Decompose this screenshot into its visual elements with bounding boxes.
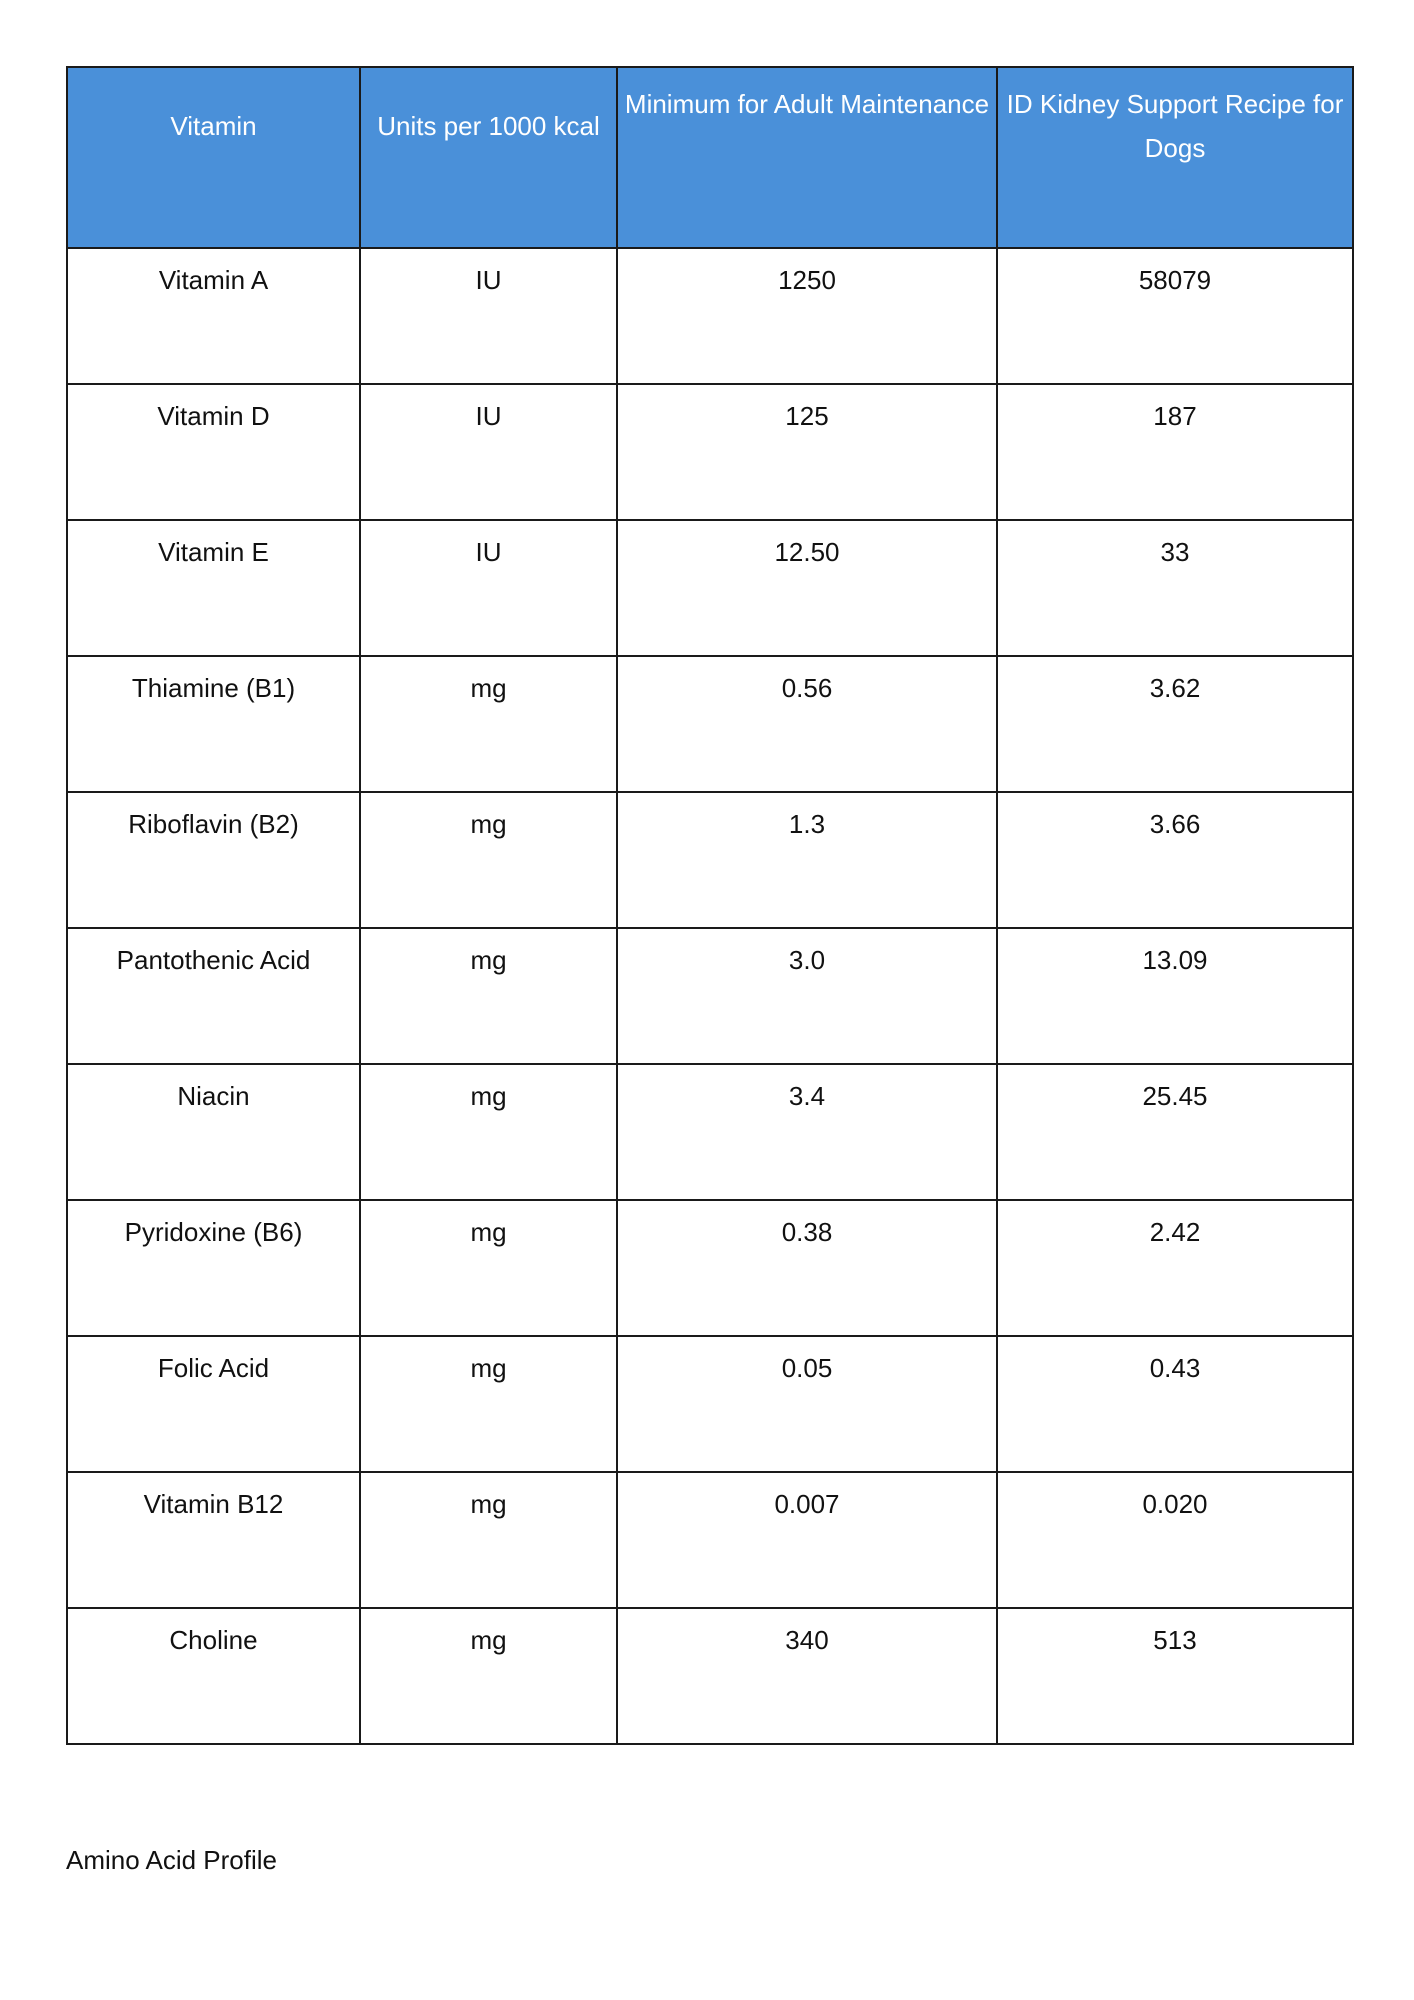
table-row (67, 1472, 1353, 1608)
table-body (67, 248, 1353, 1744)
vitamin-name-cell: Vitamin E (67, 520, 360, 656)
recipe-value-cell: 513 (997, 1608, 1353, 1744)
units-cell: mg (360, 1200, 617, 1336)
minimum-value-cell: 125 (617, 384, 997, 520)
vitamin-name-cell: Vitamin B12 (67, 1472, 360, 1608)
minimum-value-cell: 1250 (617, 248, 997, 384)
header-units: Units per 1000 kcal (360, 67, 617, 248)
vitamin-table (66, 66, 1354, 1745)
minimum-value-cell: 0.007 (617, 1472, 997, 1608)
table-row (67, 928, 1353, 1064)
table-row (67, 1200, 1353, 1336)
units-cell: mg (360, 1608, 617, 1744)
recipe-value-cell: 33 (997, 520, 1353, 656)
recipe-value-cell: 25.45 (997, 1064, 1353, 1200)
table-row (67, 384, 1353, 520)
units-cell: IU (360, 248, 617, 384)
header-id-kidney-support-recipe: ID Kidney Support Recipe for Dogs (997, 67, 1353, 248)
recipe-value-cell: 13.09 (997, 928, 1353, 1064)
minimum-value-cell: 340 (617, 1608, 997, 1744)
minimum-value-cell: 0.05 (617, 1336, 997, 1472)
recipe-value-cell: 3.66 (997, 792, 1353, 928)
minimum-value-cell: 3.4 (617, 1064, 997, 1200)
minimum-value-cell: 1.3 (617, 792, 997, 928)
units-cell: mg (360, 1336, 617, 1472)
units-cell: mg (360, 792, 617, 928)
table-row (67, 1336, 1353, 1472)
vitamin-name-cell: Vitamin A (67, 248, 360, 384)
units-cell: mg (360, 928, 617, 1064)
table-header (67, 67, 1353, 248)
table-row (67, 1608, 1353, 1744)
minimum-value-cell: 3.0 (617, 928, 997, 1064)
vitamin-name-cell: Niacin (67, 1064, 360, 1200)
minimum-value-cell: 0.38 (617, 1200, 997, 1336)
header-minimum-adult-maintenance: Minimum for Adult Maintenance (617, 67, 997, 248)
vitamin-name-cell: Thiamine (B1) (67, 656, 360, 792)
table-row (67, 1064, 1353, 1200)
units-cell: mg (360, 656, 617, 792)
units-cell: IU (360, 520, 617, 656)
table-row (67, 520, 1353, 656)
table-row (67, 792, 1353, 928)
units-cell: IU (360, 384, 617, 520)
recipe-value-cell: 0.020 (997, 1472, 1353, 1608)
vitamin-name-cell: Pantothenic Acid (67, 928, 360, 1064)
recipe-value-cell: 58079 (997, 248, 1353, 384)
vitamin-name-cell: Folic Acid (67, 1336, 360, 1472)
recipe-value-cell: 3.62 (997, 656, 1353, 792)
recipe-value-cell: 187 (997, 384, 1353, 520)
vitamin-name-cell: Pyridoxine (B6) (67, 1200, 360, 1336)
minimum-value-cell: 12.50 (617, 520, 997, 656)
header-row (67, 67, 1353, 248)
vitamin-name-cell: Choline (67, 1608, 360, 1744)
table-row (67, 248, 1353, 384)
table-row (67, 656, 1353, 792)
minimum-value-cell: 0.56 (617, 656, 997, 792)
recipe-value-cell: 0.43 (997, 1336, 1353, 1472)
section-heading-amino-acid-profile: Amino Acid Profile (66, 1845, 277, 1875)
units-cell: mg (360, 1472, 617, 1608)
vitamin-name-cell: Riboflavin (B2) (67, 792, 360, 928)
vitamin-name-cell: Vitamin D (67, 384, 360, 520)
recipe-value-cell: 2.42 (997, 1200, 1353, 1336)
header-vitamin: Vitamin (67, 67, 360, 248)
units-cell: mg (360, 1064, 617, 1200)
